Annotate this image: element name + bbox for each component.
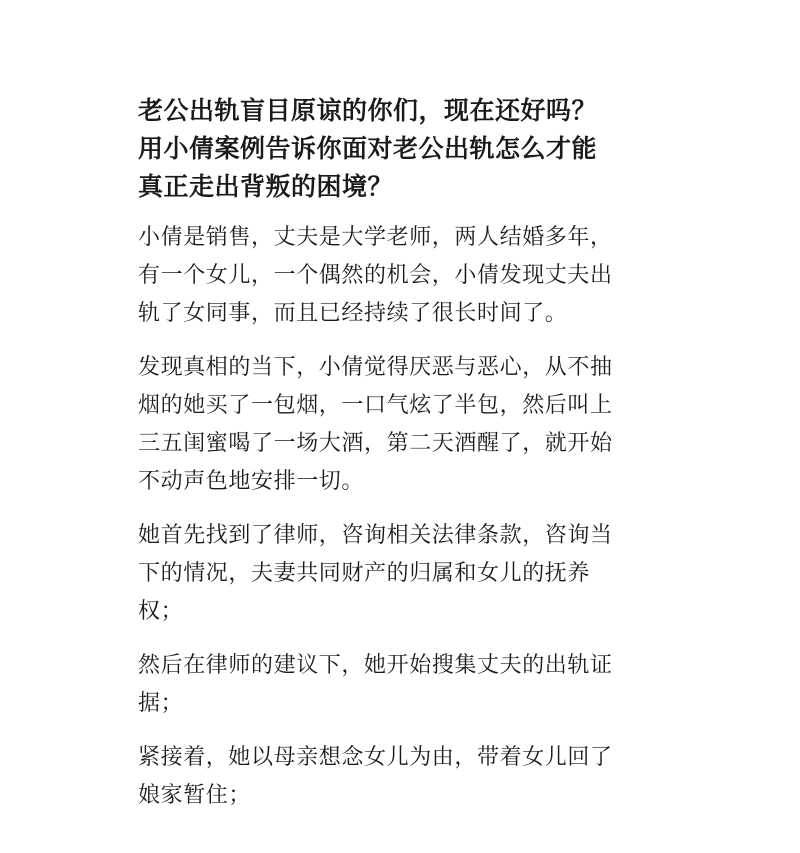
paragraph-line: 不动声色地安排一切。 <box>138 469 365 494</box>
paragraph <box>138 647 678 723</box>
paragraph-line: 烟的她买了一包烟，一口气炫了半包，然后叫上 <box>138 393 613 418</box>
title-line: 真正走出背叛的困境？ <box>138 172 394 201</box>
paragraph <box>138 349 678 501</box>
article <box>138 92 678 831</box>
paragraph-line: 下的情况，夫妻共同财产的归属和女儿的抚养 <box>138 561 591 586</box>
paragraph <box>138 517 678 631</box>
paragraph-line: 据； <box>138 691 184 716</box>
paragraph-line: 小倩是销售，丈夫是大学老师，两人结婚多年， <box>138 225 613 250</box>
paragraph-line: 她首先找到了律师，咨询相关法律条款，咨询当 <box>138 523 613 548</box>
title-line: 老公出轨盲目原谅的你们，现在还好吗？ <box>138 96 598 125</box>
article-title <box>138 92 678 206</box>
paragraph-line: 然后在律师的建议下，她开始搜集丈夫的出轨证 <box>138 653 613 678</box>
paragraph-line: 紧接着，她以母亲想念女儿为由，带着女儿回了 <box>138 745 613 770</box>
title-line: 用小倩案例告诉你面对老公出轨怎么才能 <box>138 134 598 163</box>
paragraph <box>138 739 678 815</box>
paragraph-line: 轨了女同事，而且已经持续了很长时间了。 <box>138 301 568 326</box>
paragraph-line: 发现真相的当下，小倩觉得厌恶与恶心，从不抽 <box>138 355 613 380</box>
paragraph-line: 三五闺蜜喝了一场大酒，第二天酒醒了，就开始 <box>138 431 613 456</box>
paragraph-line: 有一个女儿，一个偶然的机会，小倩发现丈夫出 <box>138 263 613 288</box>
paragraph <box>138 219 678 333</box>
article-body <box>138 219 678 815</box>
paragraph-line: 娘家暂住； <box>138 783 252 808</box>
paragraph-line: 权； <box>138 599 184 624</box>
